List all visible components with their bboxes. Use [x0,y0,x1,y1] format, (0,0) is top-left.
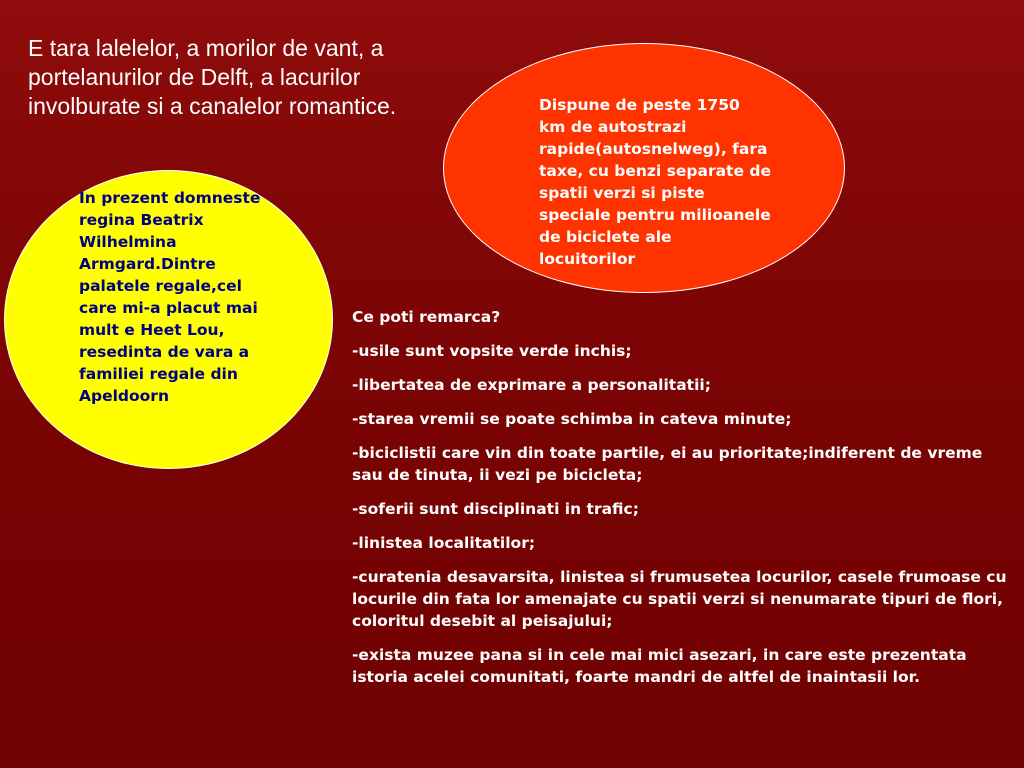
remark-item: -curatenia desavarsita, linistea si frumusetea locurilor, casele frumoase cu locurile din fata lor amenajate cu spatii verzi si nenumarate tipuri de flori, coloritul desebit al peisajului; [352,568,1007,630]
remarks-list [352,306,1012,700]
remark-item: -linistea localitatilor; [352,534,536,552]
intro-text: E tara lalelelor, a morilor de vant, a portelanurilor de Delft, a lacurilor involburate si a canalelor romantice. [28,35,397,119]
remark-item: -usile sunt vopsite verde inchis; [352,342,632,360]
remark-item: -biciclistii care vin din toate partile, ei au prioritate;indiferent de vreme sau de tinuta, ii vezi pe bicicleta; [352,444,983,484]
highway-info-text: Dispune de peste 1750 km de autostrazi rapide(autosnelweg), fara taxe, cu benzi separate de spatii verzi si piste speciale pentru milioanele de biciclete ale locuitorilor [539,96,771,268]
remark-item: -exista muzee pana si in cele mai mici asezari, in care este prezentata istoria acelei comunitati, foarte mandri de altfel de inaintasii lor. [352,646,967,686]
remark-item: -soferii sunt disciplinati in trafic; [352,500,639,518]
remark-item: -libertatea de exprimare a personalitatii; [352,376,711,394]
royal-info-text: In prezent domneste regina Beatrix Wilhelmina Armgard.Dintre palatele regale,cel care mi-a placut mai mult e Heet Lou, resedinta de vara a familiei regale din Apeldoorn [79,189,261,405]
remark-item: -starea vremii se poate schimba in cateva minute; [352,410,792,428]
remarks-heading: Ce poti remarca? [352,308,501,326]
